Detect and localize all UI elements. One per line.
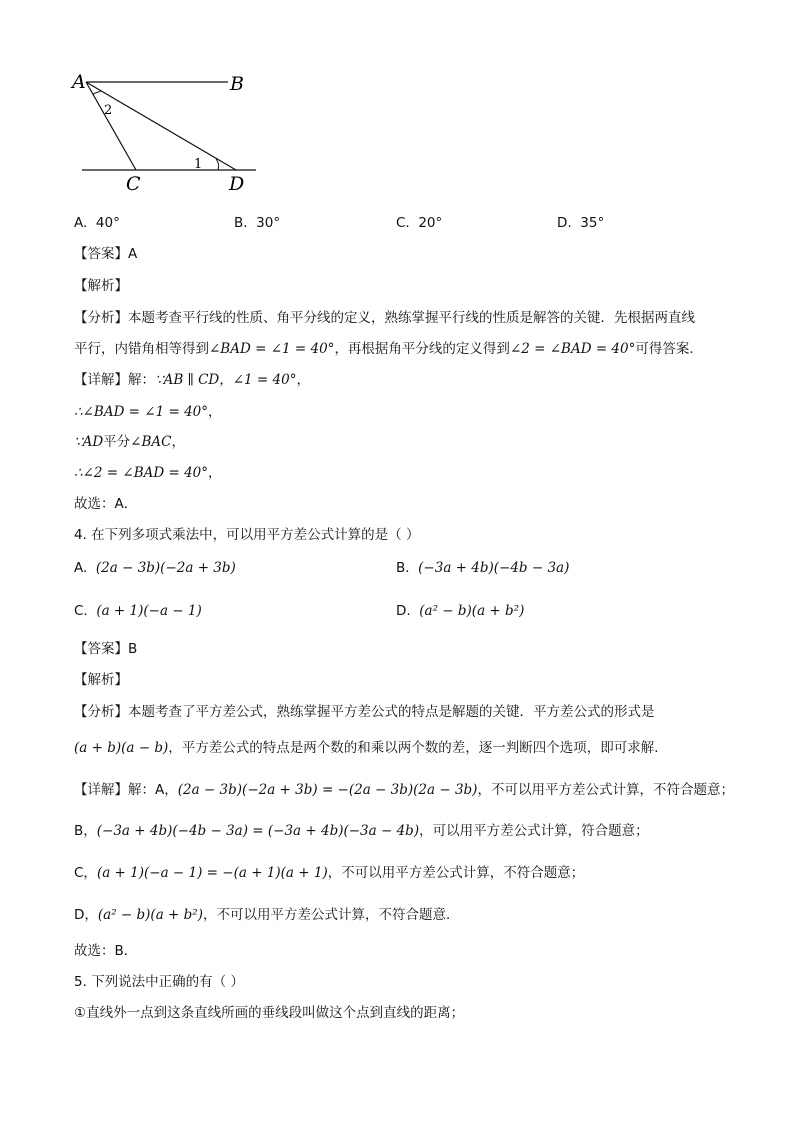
q5-stem: 5. 下列说法中正确的有（ ） — [74, 974, 244, 990]
angle-1-arc — [216, 159, 219, 170]
q4-jiexi-heading: 【解析】 — [74, 672, 128, 688]
q3-analysis-line1: 【分析】本题考查平行线的性质、角平分线的定义，熟练掌握平行线的性质是解答的关键．先根据两直线 — [74, 310, 695, 326]
q3-analysis-line2: 平行，内错角相等得到∠BAD = ∠1 = 40°，再根据角平分线的定义得到∠2 = ∠BAD = 40°可得答案． — [74, 341, 703, 357]
q4-detail-c: C，(a + 1)(−a − 1) = −(a + 1)(a + 1)，不可以用平方差公式计算，不符合题意； — [74, 865, 585, 881]
q3-jiexi-heading: 【解析】 — [74, 278, 128, 294]
q3-detail-line4: ∴∠2 = ∠BAD = 40°， — [74, 465, 222, 481]
segment-ac — [86, 82, 136, 170]
q3-option-b: B. 30° — [234, 215, 281, 231]
label-a: A — [72, 71, 86, 93]
q3-detail-line3: ∵AD平分∠BAC， — [74, 434, 185, 450]
angle-2-arc — [93, 91, 101, 94]
label-c: C — [126, 173, 141, 195]
q4-analysis-line1: 【分析】本题考查了平方差公式，熟练掌握平方差公式的特点是解题的关键．平方差公式的形式是 — [74, 704, 655, 720]
segment-ad — [86, 82, 236, 170]
q3-detail-line1: 【详解】解：∵AB ∥ CD，∠1 = 40°， — [74, 372, 310, 388]
label-b: B — [230, 73, 244, 95]
q4-conclusion: 故选：B． — [74, 943, 138, 959]
q4-answer: 【答案】B — [74, 641, 138, 657]
q4-option-d: D. (a² − b)(a + b²) — [396, 603, 525, 619]
q4-stem: 4. 在下列多项式乘法中，可以用平方差公式计算的是（ ） — [74, 527, 420, 543]
q4-option-a: A. (2a − 3b)(−2a + 3b) — [74, 560, 236, 576]
label-angle-2: 2 — [104, 103, 113, 118]
label-d: D — [229, 173, 245, 195]
q4-detail-d: D，(a² − b)(a + b²)，不可以用平方差公式计算，不符合题意． — [74, 907, 460, 923]
q3-option-a: A. 40° — [74, 215, 120, 231]
q3-detail-line2: ∴∠BAD = ∠1 = 40°， — [74, 404, 222, 420]
geometry-figure — [66, 62, 266, 202]
q3-conclusion: 故选：A． — [74, 496, 138, 512]
q4-detail-a: 【详解】解：A，(2a − 3b)(−2a + 3b) = −(2a − 3b)(2a − 3b)，不可以用平方差公式计算，不符合题意； — [74, 782, 734, 798]
q5-item-1: ①直线外一点到这条直线所画的垂线段叫做这个点到直线的距离； — [74, 1005, 465, 1021]
q3-option-c: C. 20° — [396, 215, 443, 231]
q4-detail-b: B，(−3a + 4b)(−4b − 3a) = (−3a + 4b)(−3a − 4b)，可以用平方差公式计算，符合题意； — [74, 823, 649, 839]
q4-option-c: C. (a + 1)(−a − 1) — [74, 603, 202, 619]
q4-option-b: B. (−3a + 4b)(−4b − 3a) — [396, 560, 570, 576]
q3-option-d: D. 35° — [557, 215, 605, 231]
label-angle-1: 1 — [194, 157, 203, 172]
q4-analysis-line2: (a + b)(a − b)，平方差公式的特点是两个数的和乘以两个数的差，逐一判断四个选项，即可求解． — [74, 740, 668, 756]
q3-answer: 【答案】A — [74, 246, 138, 262]
